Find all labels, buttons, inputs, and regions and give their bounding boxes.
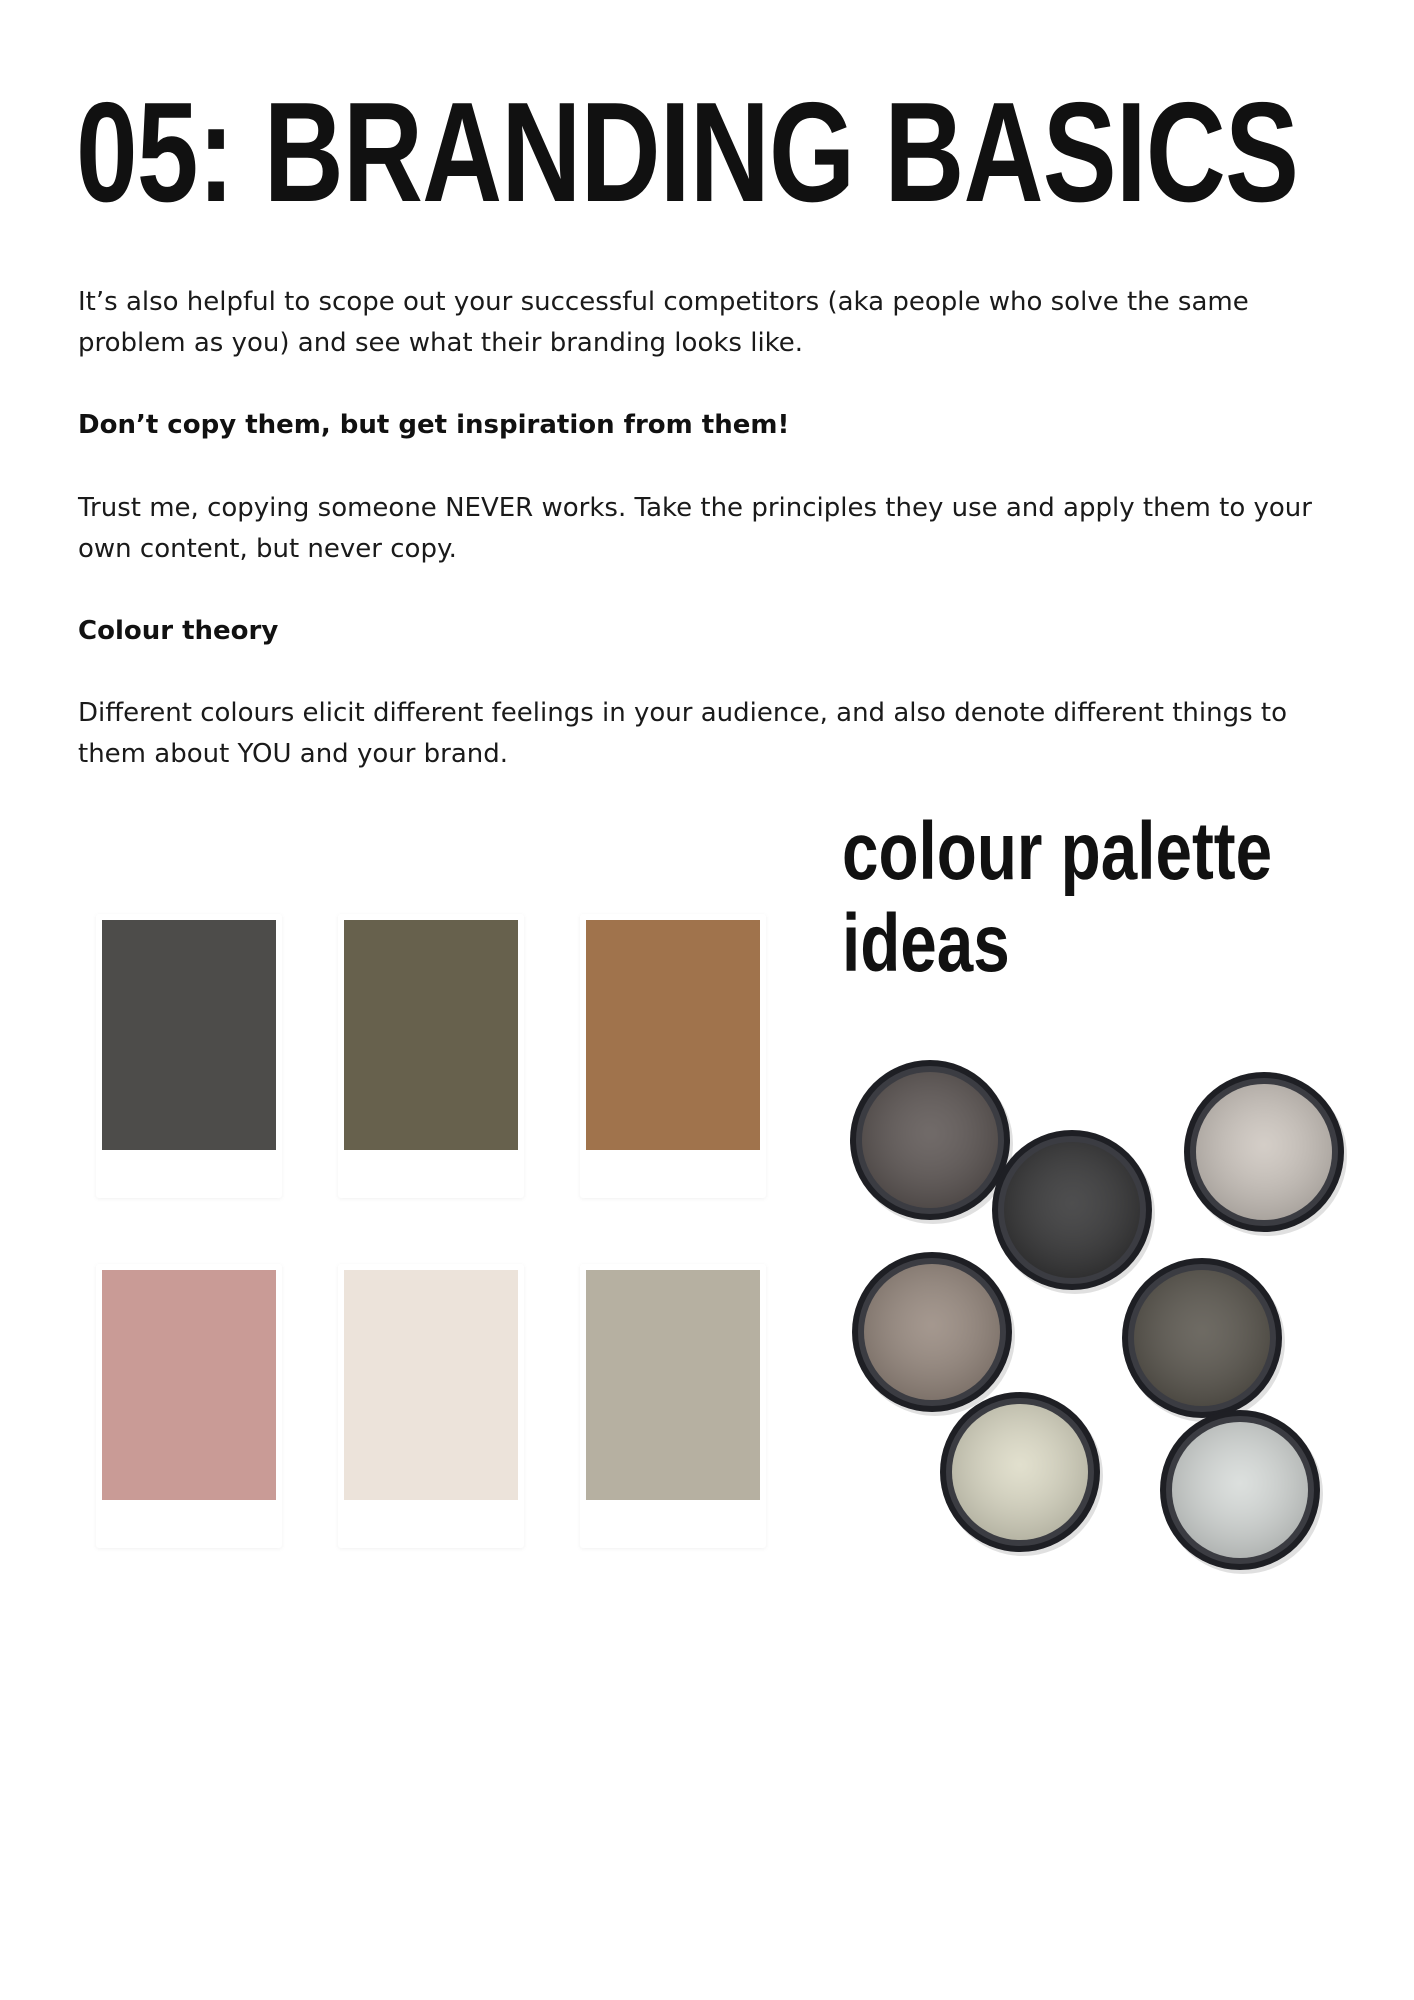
swatch-card xyxy=(338,914,524,1198)
swatch-card xyxy=(580,914,766,1198)
swatch-color xyxy=(344,920,518,1150)
colour-theory-paragraph: Different colours elicit different feelings in your audience, and also denote different things to them about YOU and your brand. xyxy=(78,698,1288,769)
emphasis-text: Don’t copy them, but get inspiration from them! xyxy=(78,410,790,440)
swatch-card xyxy=(96,914,282,1198)
paint-pot-olive-grey xyxy=(1122,1258,1285,1422)
copy-warning-paragraph: Trust me, copying someone NEVER works. Take the principles they use and apply them to your own content, but never copy. xyxy=(78,493,1312,564)
paint-pot-charcoal xyxy=(992,1130,1155,1294)
palette-title-line-1: colour palette xyxy=(842,806,1273,897)
page-title: 05: BRANDING BASICS xyxy=(76,73,1299,232)
swatch-color xyxy=(586,1270,760,1500)
paint-pot-greige-light xyxy=(1184,1072,1347,1236)
swatch-card xyxy=(96,1264,282,1548)
paint-pot-pale-grey xyxy=(1160,1410,1323,1574)
swatch-card xyxy=(338,1264,524,1548)
paint-pot-cream xyxy=(940,1392,1103,1556)
intro-paragraph: It’s also helpful to scope out your successful competitors (aka people who solve the same problem as you) and see what their branding looks like. xyxy=(78,287,1249,358)
section-heading-colour-theory: Colour theory xyxy=(78,616,279,646)
swatch-color xyxy=(344,1270,518,1500)
swatch-color xyxy=(586,920,760,1150)
paint-pot-taupe-dark xyxy=(850,1060,1013,1224)
swatch-card xyxy=(580,1264,766,1548)
swatch-color xyxy=(102,920,276,1150)
paint-pot-mushroom xyxy=(852,1252,1015,1416)
paint-pots-illustration xyxy=(840,1040,1360,1600)
palette-title-line-2: ideas xyxy=(842,898,1010,989)
palette-title xyxy=(842,806,1272,990)
swatch-color xyxy=(102,1270,276,1500)
